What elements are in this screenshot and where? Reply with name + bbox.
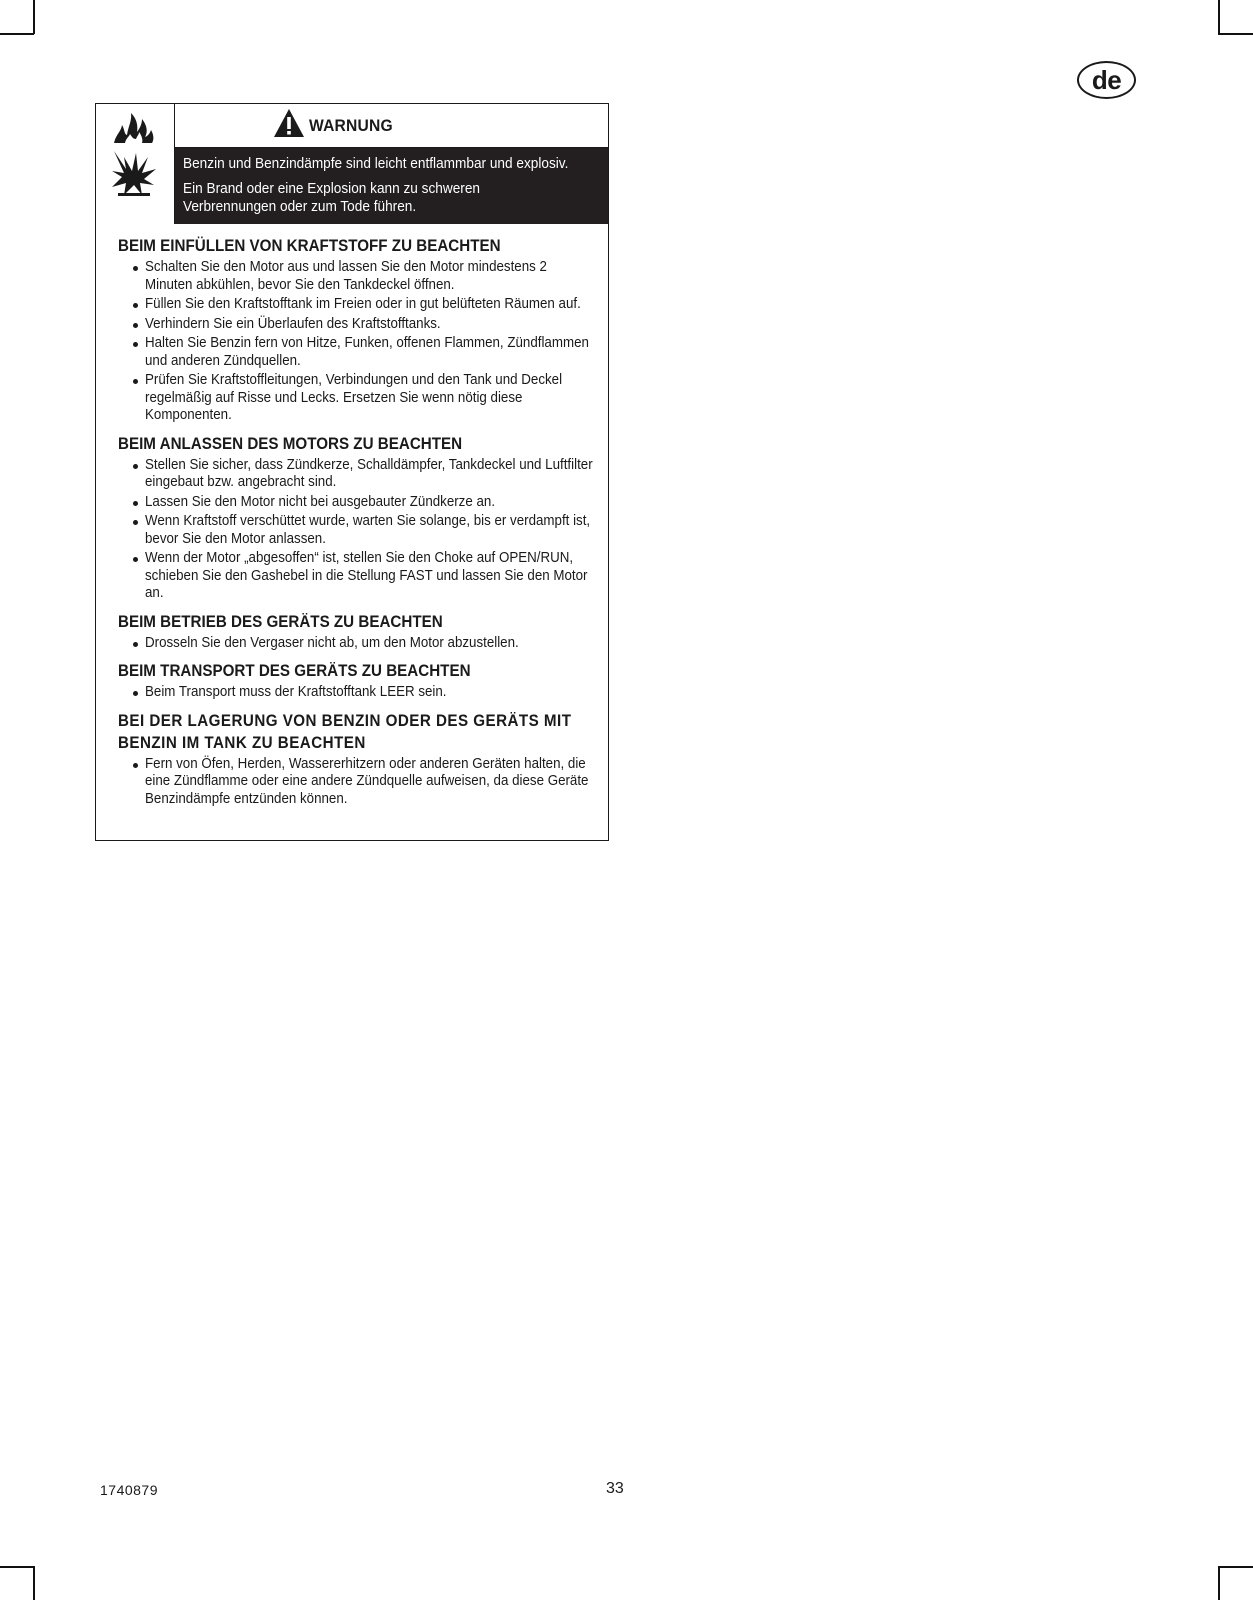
bullet-icon [133, 303, 138, 308]
bullet-icon [133, 557, 138, 562]
hazard-statement [175, 148, 608, 224]
language-badge: de [1077, 61, 1136, 99]
bullet-icon [133, 501, 138, 506]
hazard-line: Verbrennungen oder zum Tode führen. [183, 199, 417, 215]
hazard-line: Benzin und Benzindämpfe sind leicht entflammbar und explosiv. [183, 156, 569, 172]
section-transporting-equipment [118, 660, 592, 702]
list-item: Lassen Sie den Motor nicht bei ausgebauter Zündkerze an. [118, 494, 592, 512]
safety-sections [118, 235, 592, 816]
list-item: Wenn der Motor „abgesoffen“ ist, stellen Sie den Choke auf OPEN/RUN, schieben Sie den Gashebel in die Stellung FAST und lassen Sie den Motor an. [118, 550, 592, 603]
section-title: BEIM TRANSPORT DES GERÄTS ZU BEACHTEN [118, 662, 471, 680]
crop-mark-top-right-h [1218, 33, 1253, 35]
list-item: Prüfen Sie Kraftstoffleitungen, Verbindungen und den Tank und Deckel regelmäßig auf Risse und Lecks. Ersetzen Sie wenn nötig diese Komponenten. [118, 372, 592, 425]
bullet-icon [133, 763, 138, 768]
page-number: 33 [606, 1480, 624, 1497]
section-title: BEIM BETRIEB DES GERÄTS ZU BEACHTEN [118, 612, 443, 631]
section-operating-equipment [118, 611, 592, 653]
section-title: BEIM EINFÜLLEN VON KRAFTSTOFF ZU BEACHTEN [118, 237, 501, 255]
explosion-icon [110, 149, 158, 197]
crop-mark-bottom-left-h [0, 1566, 34, 1568]
bullet-icon [133, 323, 138, 328]
signal-word-row [175, 104, 608, 148]
section-starting-engine [118, 433, 592, 603]
section-title: BEIM ANLASSEN DES MOTORS ZU BEACHTEN [118, 434, 463, 453]
hazard-symbols [96, 104, 175, 224]
list-item: Wenn Kraftstoff verschüttet wurde, warten Sie solange, bis er verdampft ist, bevor Sie den Motor anlassen. [118, 513, 592, 548]
list-item: Beim Transport muss der Kraftstofftank LEER sein. [118, 684, 592, 702]
warning-triangle-icon [273, 108, 305, 138]
bullet-icon [133, 379, 138, 384]
crop-mark-top-left-v [33, 0, 35, 34]
crop-mark-top-right-v [1218, 0, 1220, 34]
document-code: 1740879 [100, 1482, 159, 1498]
crop-mark-top-left-h [0, 33, 34, 35]
list-item: Drosseln Sie den Vergaser nicht ab, um den Motor abzustellen. [118, 635, 592, 653]
list-item: Füllen Sie den Kraftstofftank im Freien oder in gut belüfteten Räumen auf. [118, 296, 592, 314]
fire-icon [112, 110, 156, 144]
section-filling-fuel [118, 235, 592, 425]
list-item: Schalten Sie den Motor aus und lassen Sie den Motor mindestens 2 Minuten abkühlen, bevor Sie den Tankdeckel öffnen. [118, 259, 592, 294]
warning-box [95, 103, 609, 841]
list-item: Verhindern Sie ein Überlaufen des Kraftstofftanks. [118, 316, 592, 334]
crop-mark-bottom-left-v [33, 1566, 35, 1600]
list-item: Stellen Sie sicher, dass Zündkerze, Schalldämpfer, Tankdeckel und Luftfilter eingebaut bzw. angebracht sind. [118, 457, 592, 492]
signal-word: WARNUNG [309, 116, 393, 135]
bullet-icon [133, 520, 138, 525]
bullet-icon [133, 464, 138, 469]
bullet-icon [133, 342, 138, 347]
crop-mark-bottom-right-v [1218, 1566, 1220, 1600]
list-item: Halten Sie Benzin fern von Hitze, Funken, offenen Flammen, Zündflammen und anderen Zündquellen. [118, 335, 592, 370]
bullet-icon [133, 691, 138, 696]
crop-mark-bottom-right-h [1218, 1566, 1253, 1568]
bullet-icon [133, 642, 138, 647]
bullet-icon [133, 266, 138, 271]
section-storing-fuel [118, 710, 592, 809]
hazard-line: Ein Brand oder eine Explosion kann zu schweren [183, 181, 481, 197]
list-item: Fern von Öfen, Herden, Wassererhitzern oder anderen Geräten halten, die eine Zündflamme oder eine andere Zündquelle aufweisen, da diese Geräte Benzindämpfe entzünden können. [118, 756, 592, 809]
section-title: BEI DER LAGERUNG VON BENZIN ODER DES GERÄTS MIT BENZIN IM TANK ZU BEACHTEN [118, 711, 572, 752]
